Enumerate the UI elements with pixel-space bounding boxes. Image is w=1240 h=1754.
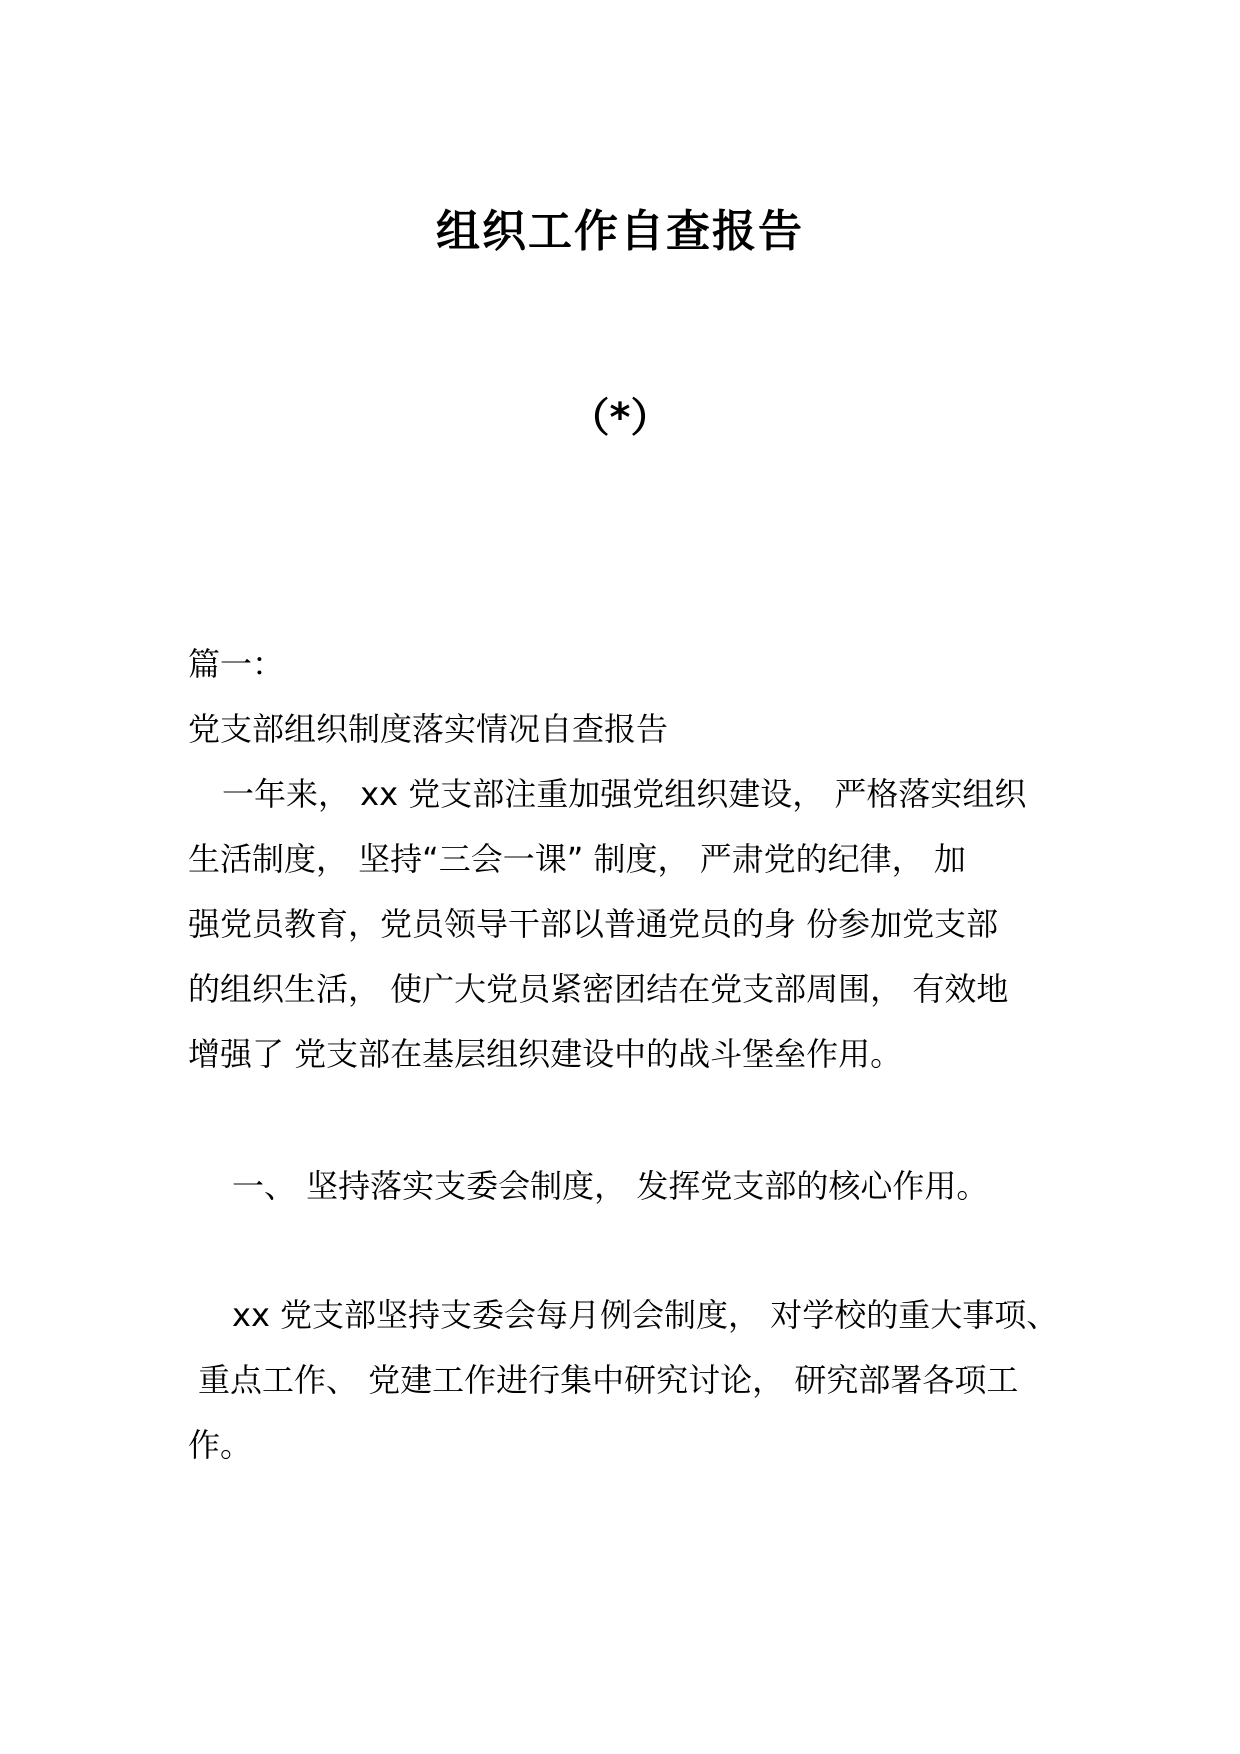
paragraph-line: 作。 bbox=[188, 1426, 253, 1464]
heading-1-block bbox=[188, 1154, 1058, 1219]
intro-line: 一年来， xx 党支部注重加强党组织建设， 严格落实组织 bbox=[222, 775, 1027, 813]
document-title: 组织工作自查报告 bbox=[436, 206, 804, 257]
intro-paragraph bbox=[188, 762, 1058, 1087]
section-header-block bbox=[188, 632, 1058, 762]
section-title: 党支部组织制度落实情况自查报告 bbox=[188, 710, 669, 748]
section-label: 篇一： bbox=[188, 645, 285, 683]
intro-line: 生活制度， 坚持“三会一课” 制度， 严肃党的纪律， 加 bbox=[188, 840, 966, 878]
intro-line: 的组织生活， 使广大党员紧密团结在党支部周围， 有效地 bbox=[188, 970, 1009, 1008]
paragraph-line: 重点工作、 党建工作进行集中研究讨论， 研究部署各项工 bbox=[198, 1361, 1019, 1399]
intro-line: 增强了 党支部在基层组织建设中的战斗堡垒作用。 bbox=[188, 1035, 903, 1073]
document-subtitle: （*） bbox=[569, 395, 671, 441]
paragraph-line: xx 党支部坚持支委会每月例会制度， 对学校的重大事项、 bbox=[232, 1296, 1059, 1334]
paragraph-2 bbox=[188, 1283, 1058, 1478]
section-heading: 一、 坚持落实支委会制度， 发挥党支部的核心作用。 bbox=[232, 1167, 989, 1205]
intro-line: 强党员教育，党员领导干部以普通党员的身 份参加党支部 bbox=[188, 905, 999, 943]
